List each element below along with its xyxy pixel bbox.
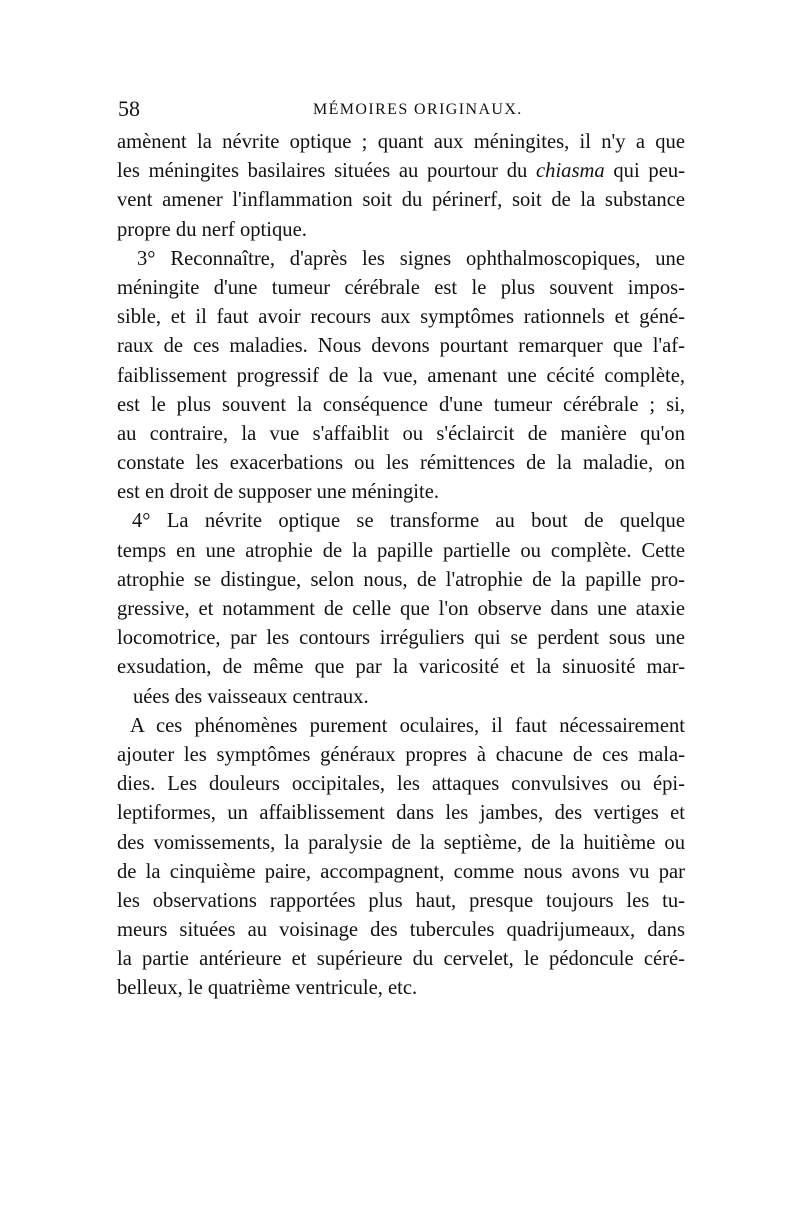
text-fragment: qui peu-: [613, 160, 685, 183]
paragraph-start-line: A ces phénomènes purement oculaires, il faut nécessairement: [130, 714, 685, 737]
text-line: de la cinquième paire, accompagnent, comme nous avons vu par: [117, 860, 685, 883]
text-line: locomotrice, par les contours irréguliers qui se perdent sous une: [117, 627, 685, 650]
text-line: la partie antérieure et supérieure du cervelet, le pédoncule céré-: [117, 948, 685, 971]
text-line: constate les exacerbations ou les rémittences de la maladie, on: [117, 452, 685, 475]
page-number: 58: [118, 96, 140, 121]
text-line: uées des vaisseaux centraux.: [133, 685, 369, 708]
text-line: sible, et il faut avoir recours aux symptômes rationnels et géné-: [117, 306, 685, 329]
text-line: méningite d'une tumeur cérébrale est le plus souvent impos-: [117, 276, 685, 299]
text-line: ajouter les symptômes généraux propres à chacune de ces mala-: [117, 743, 685, 766]
text-line-with-italic: [117, 157, 685, 186]
text-line: au contraire, la vue s'affaiblit ou s'éclaircit de manière qu'on: [117, 422, 685, 445]
paragraph-start-line: 4° La névrite optique se transforme au bout de quelque: [132, 510, 685, 533]
text-line: amènent la névrite optique ; quant aux méningites, il n'y a que: [117, 131, 685, 153]
text-line: vent amener l'inflammation soit du périnerf, soit de la substance: [117, 189, 685, 212]
running-head: MÉMOIRES ORIGINAUX.: [313, 101, 523, 118]
text-line: leptiformes, un affaiblissement dans les jambes, des vertiges et: [117, 802, 685, 825]
italic-term: chiasma: [536, 160, 605, 183]
text-line: temps en une atrophie de la papille partielle ou complète. Cette: [117, 539, 685, 562]
text-line: exsudation, de même que par la varicosité et la sinuosité mar-: [117, 656, 685, 679]
paragraph-start-line: 3° Reconnaître, d'après les signes ophthalmoscopiques, une: [137, 247, 685, 270]
text-line: est en droit de supposer une méningite.: [117, 481, 439, 504]
text-line: gressive, et notamment de celle que l'on observe dans une ataxie: [117, 598, 685, 620]
text-line: belleux, le quatrième ventricule, etc.: [117, 977, 418, 1000]
text-line: est le plus souvent la conséquence d'une tumeur cérébrale ; si,: [117, 393, 685, 416]
text-line: raux de ces maladies. Nous devons pourtant remarquer que l'af-: [117, 335, 685, 358]
text-line: meurs situées au voisinage des tubercules quadrijumeaux, dans: [117, 919, 685, 942]
text-line: faiblissement progressif de la vue, amenant une cécité complète,: [117, 364, 685, 387]
text-line: propre du nerf optique.: [117, 218, 307, 241]
body-text: [117, 128, 685, 1004]
text-line: dies. Les douleurs occipitales, les attaques convulsives ou épi-: [117, 773, 685, 796]
page-header: [118, 94, 688, 124]
text-line: atrophie se distingue, selon nous, de l'atrophie de la papille pro-: [117, 568, 685, 591]
text-line: des vomissements, la paralysie de la septième, de la huitième ou: [117, 831, 685, 854]
text-fragment: les méningites basilaires situées au pourtour du: [117, 160, 528, 183]
text-line: les observations rapportées plus haut, presque toujours les tu-: [117, 889, 685, 912]
